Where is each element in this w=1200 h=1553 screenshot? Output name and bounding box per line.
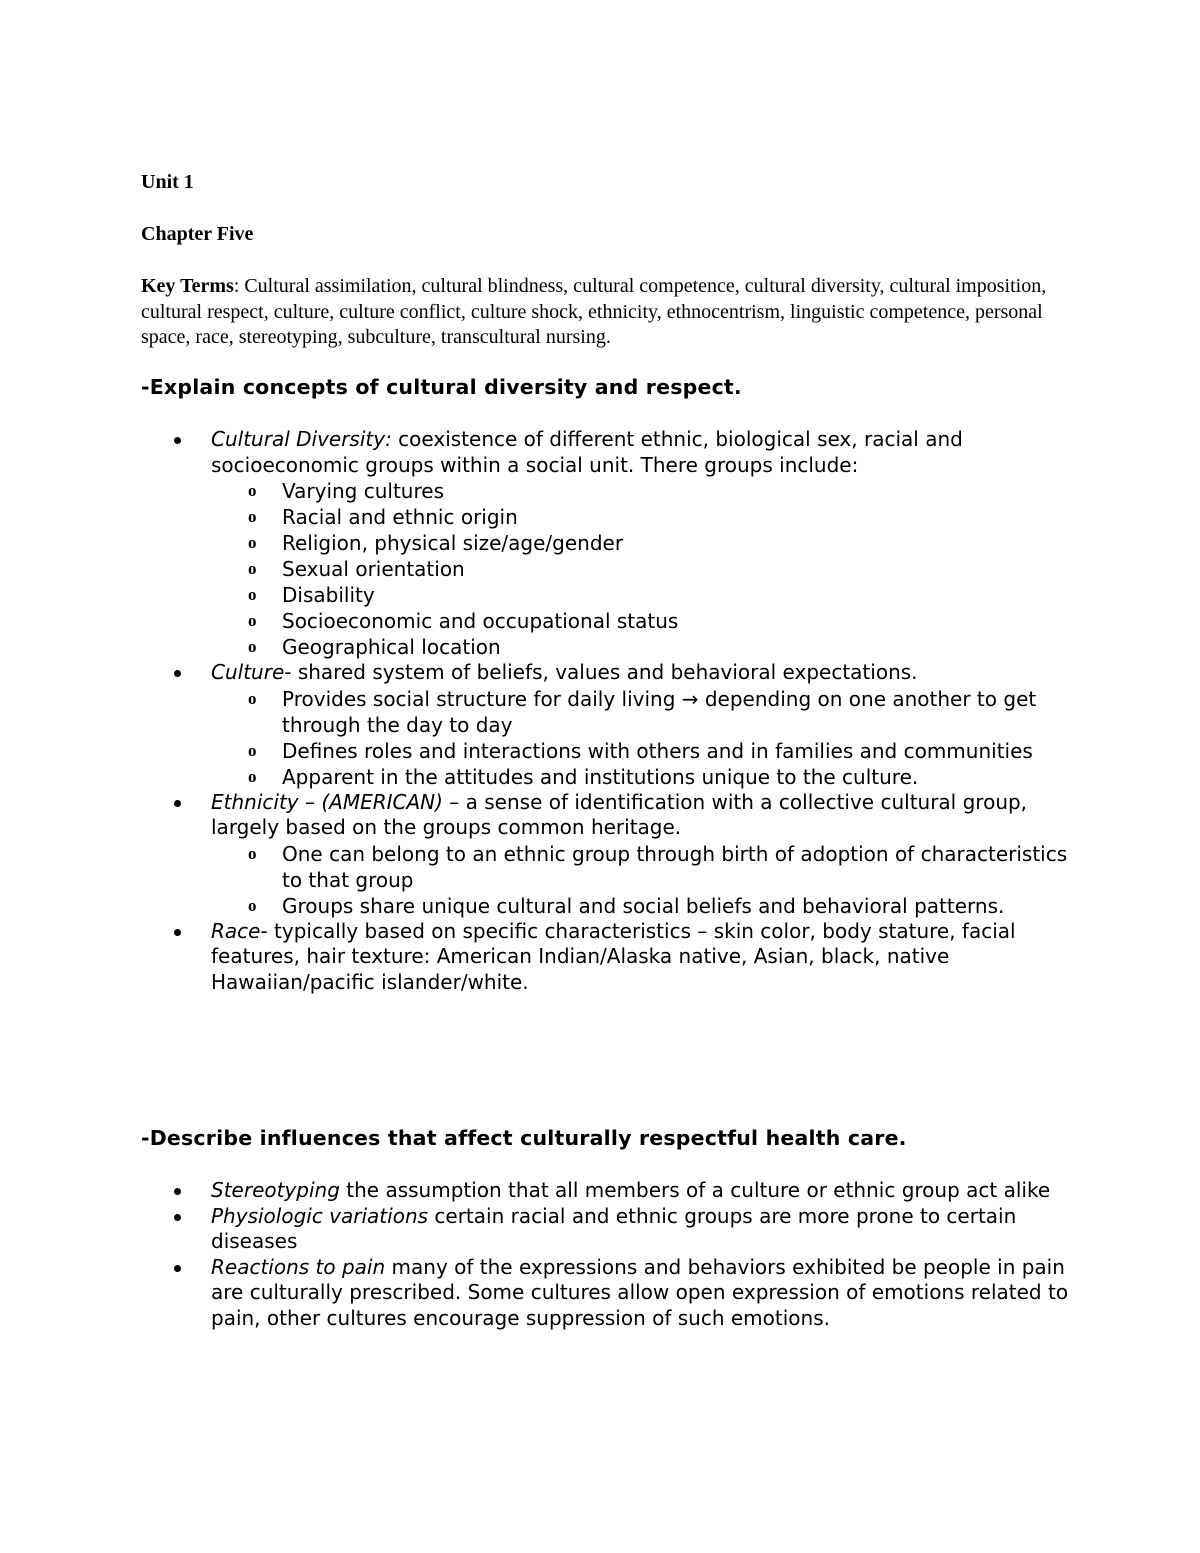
sub-list-item	[248, 608, 1071, 634]
sub-list	[211, 841, 1071, 919]
circle-bullet-icon: o	[248, 611, 257, 630]
list-item-text: many of the expressions and behaviors exhibited be people in pain are culturally prescribed. Some cultures allow open expression of emotions related to pain, other cultures encourage suppression of such emotions.	[211, 1254, 1069, 1330]
sub-list-item	[248, 634, 1071, 660]
sub-list-item	[248, 582, 1071, 608]
bullet-icon	[174, 1214, 181, 1221]
sub-list-item-text: Groups share unique cultural and social beliefs and behavioral patterns.	[282, 893, 1005, 918]
section-heading-influences: -Describe influences that affect culturally respectful health care.	[141, 1126, 907, 1150]
sub-list-item	[248, 764, 1071, 790]
sub-list-item-text: Provides social structure for daily living → depending on one another to get through the day to day	[282, 686, 1037, 737]
unit-title: Unit 1	[141, 171, 194, 193]
list-item-text: - typically based on specific characteristics – skin color, body stature, facial features, hair texture: American Indian/Alaska native, Asian, black, native Hawaiian/pacific islander/white.	[211, 918, 1016, 994]
sub-list-item-text: Religion, physical size/age/gender	[282, 531, 624, 555]
sub-list-item	[248, 738, 1071, 764]
list-item	[211, 660, 1071, 790]
list-item	[211, 1204, 1071, 1255]
sub-list-item-text: Socioeconomic and occupational status	[282, 609, 679, 633]
sub-list-item-text: Racial and ethnic origin	[282, 505, 518, 529]
sub-list-item	[248, 556, 1071, 582]
list-item-text: - shared system of beliefs, values and behavioral expectations.	[284, 660, 918, 684]
list-item-term: Race	[211, 918, 261, 943]
sub-list-item	[248, 893, 1071, 919]
circle-bullet-icon: o	[248, 766, 257, 786]
list-item-term: Physiologic variations	[211, 1203, 429, 1228]
influences-list	[211, 1178, 1071, 1331]
sub-list-item-text: One can belong to an ethnic group through birth of adoption of characteristics to that group	[282, 841, 1068, 892]
sub-list-item-text: Sexual orientation	[282, 557, 465, 581]
circle-bullet-icon: o	[248, 637, 257, 656]
circle-bullet-icon: o	[248, 559, 257, 578]
list-item-text: coexistence of different ethnic, biological sex, racial and socioeconomic groups within a social unit. There groups include:	[211, 427, 963, 477]
list-item	[211, 919, 1071, 996]
sub-list-item	[248, 841, 1071, 893]
circle-bullet-icon: o	[248, 585, 257, 604]
bullet-icon	[174, 670, 181, 677]
cultural-concepts-list	[211, 427, 1071, 995]
bullet-icon	[174, 929, 181, 936]
circle-bullet-icon: o	[248, 895, 257, 915]
list-item-term: Cultural Diversity:	[211, 427, 392, 451]
sub-list-item	[248, 686, 1071, 738]
list-item	[211, 790, 1071, 919]
list-item-term: Ethnicity – (AMERICAN)	[211, 789, 443, 814]
sub-list	[211, 478, 1071, 660]
bullet-icon	[174, 1188, 181, 1195]
bullet-icon	[174, 437, 181, 444]
section-heading-cultural-diversity: -Explain concepts of cultural diversity and respect.	[141, 375, 742, 399]
list-item-term: Culture	[211, 660, 285, 684]
key-terms-text: : Cultural assimilation, cultural blindness, cultural competence, cultural diversity, cultural imposition, cultural respect, culture, culture conflict, culture shock, ethnicity, ethnocentrism, linguistic competence, personal space, race, stereotyping, subculture, transcultural nursing.	[141, 275, 1047, 348]
circle-bullet-icon: o	[248, 533, 257, 552]
circle-bullet-icon: o	[248, 481, 257, 500]
chapter-title: Chapter Five	[141, 223, 254, 245]
sub-list	[211, 686, 1071, 790]
list-item-term: Reactions to pain	[211, 1254, 386, 1279]
sub-list-item-text: Apparent in the attitudes and institutions unique to the culture.	[282, 764, 919, 789]
key-terms-paragraph	[141, 274, 1056, 351]
sub-list-item-text: Varying cultures	[282, 479, 444, 503]
bullet-icon	[174, 800, 181, 807]
list-item-text: the assumption that all members of a culture or ethnic group act alike	[339, 1178, 1051, 1202]
bullet-icon	[174, 1265, 181, 1272]
list-item	[211, 1178, 1071, 1204]
sub-list-item	[248, 530, 1071, 556]
list-item-text: certain racial and ethnic groups are more prone to certain diseases	[211, 1203, 1017, 1253]
circle-bullet-icon: o	[248, 507, 257, 526]
sub-list-item	[248, 504, 1071, 530]
list-item	[211, 427, 1071, 660]
list-item-term: Stereotyping	[211, 1178, 340, 1202]
key-terms-label: Key Terms	[141, 275, 234, 297]
sub-list-item-text: Geographical location	[282, 635, 501, 659]
sub-list-item-text: Defines roles and interactions with others and in families and communities	[282, 738, 1033, 763]
circle-bullet-icon: o	[248, 740, 257, 760]
list-item	[211, 1255, 1071, 1332]
circle-bullet-icon: o	[248, 843, 257, 863]
sub-list-item-text: Disability	[282, 583, 375, 607]
circle-bullet-icon: o	[248, 688, 257, 708]
list-item-text: – a sense of identification with a collective cultural group, largely based on the groups common heritage.	[211, 789, 1028, 839]
sub-list-item	[248, 478, 1071, 504]
